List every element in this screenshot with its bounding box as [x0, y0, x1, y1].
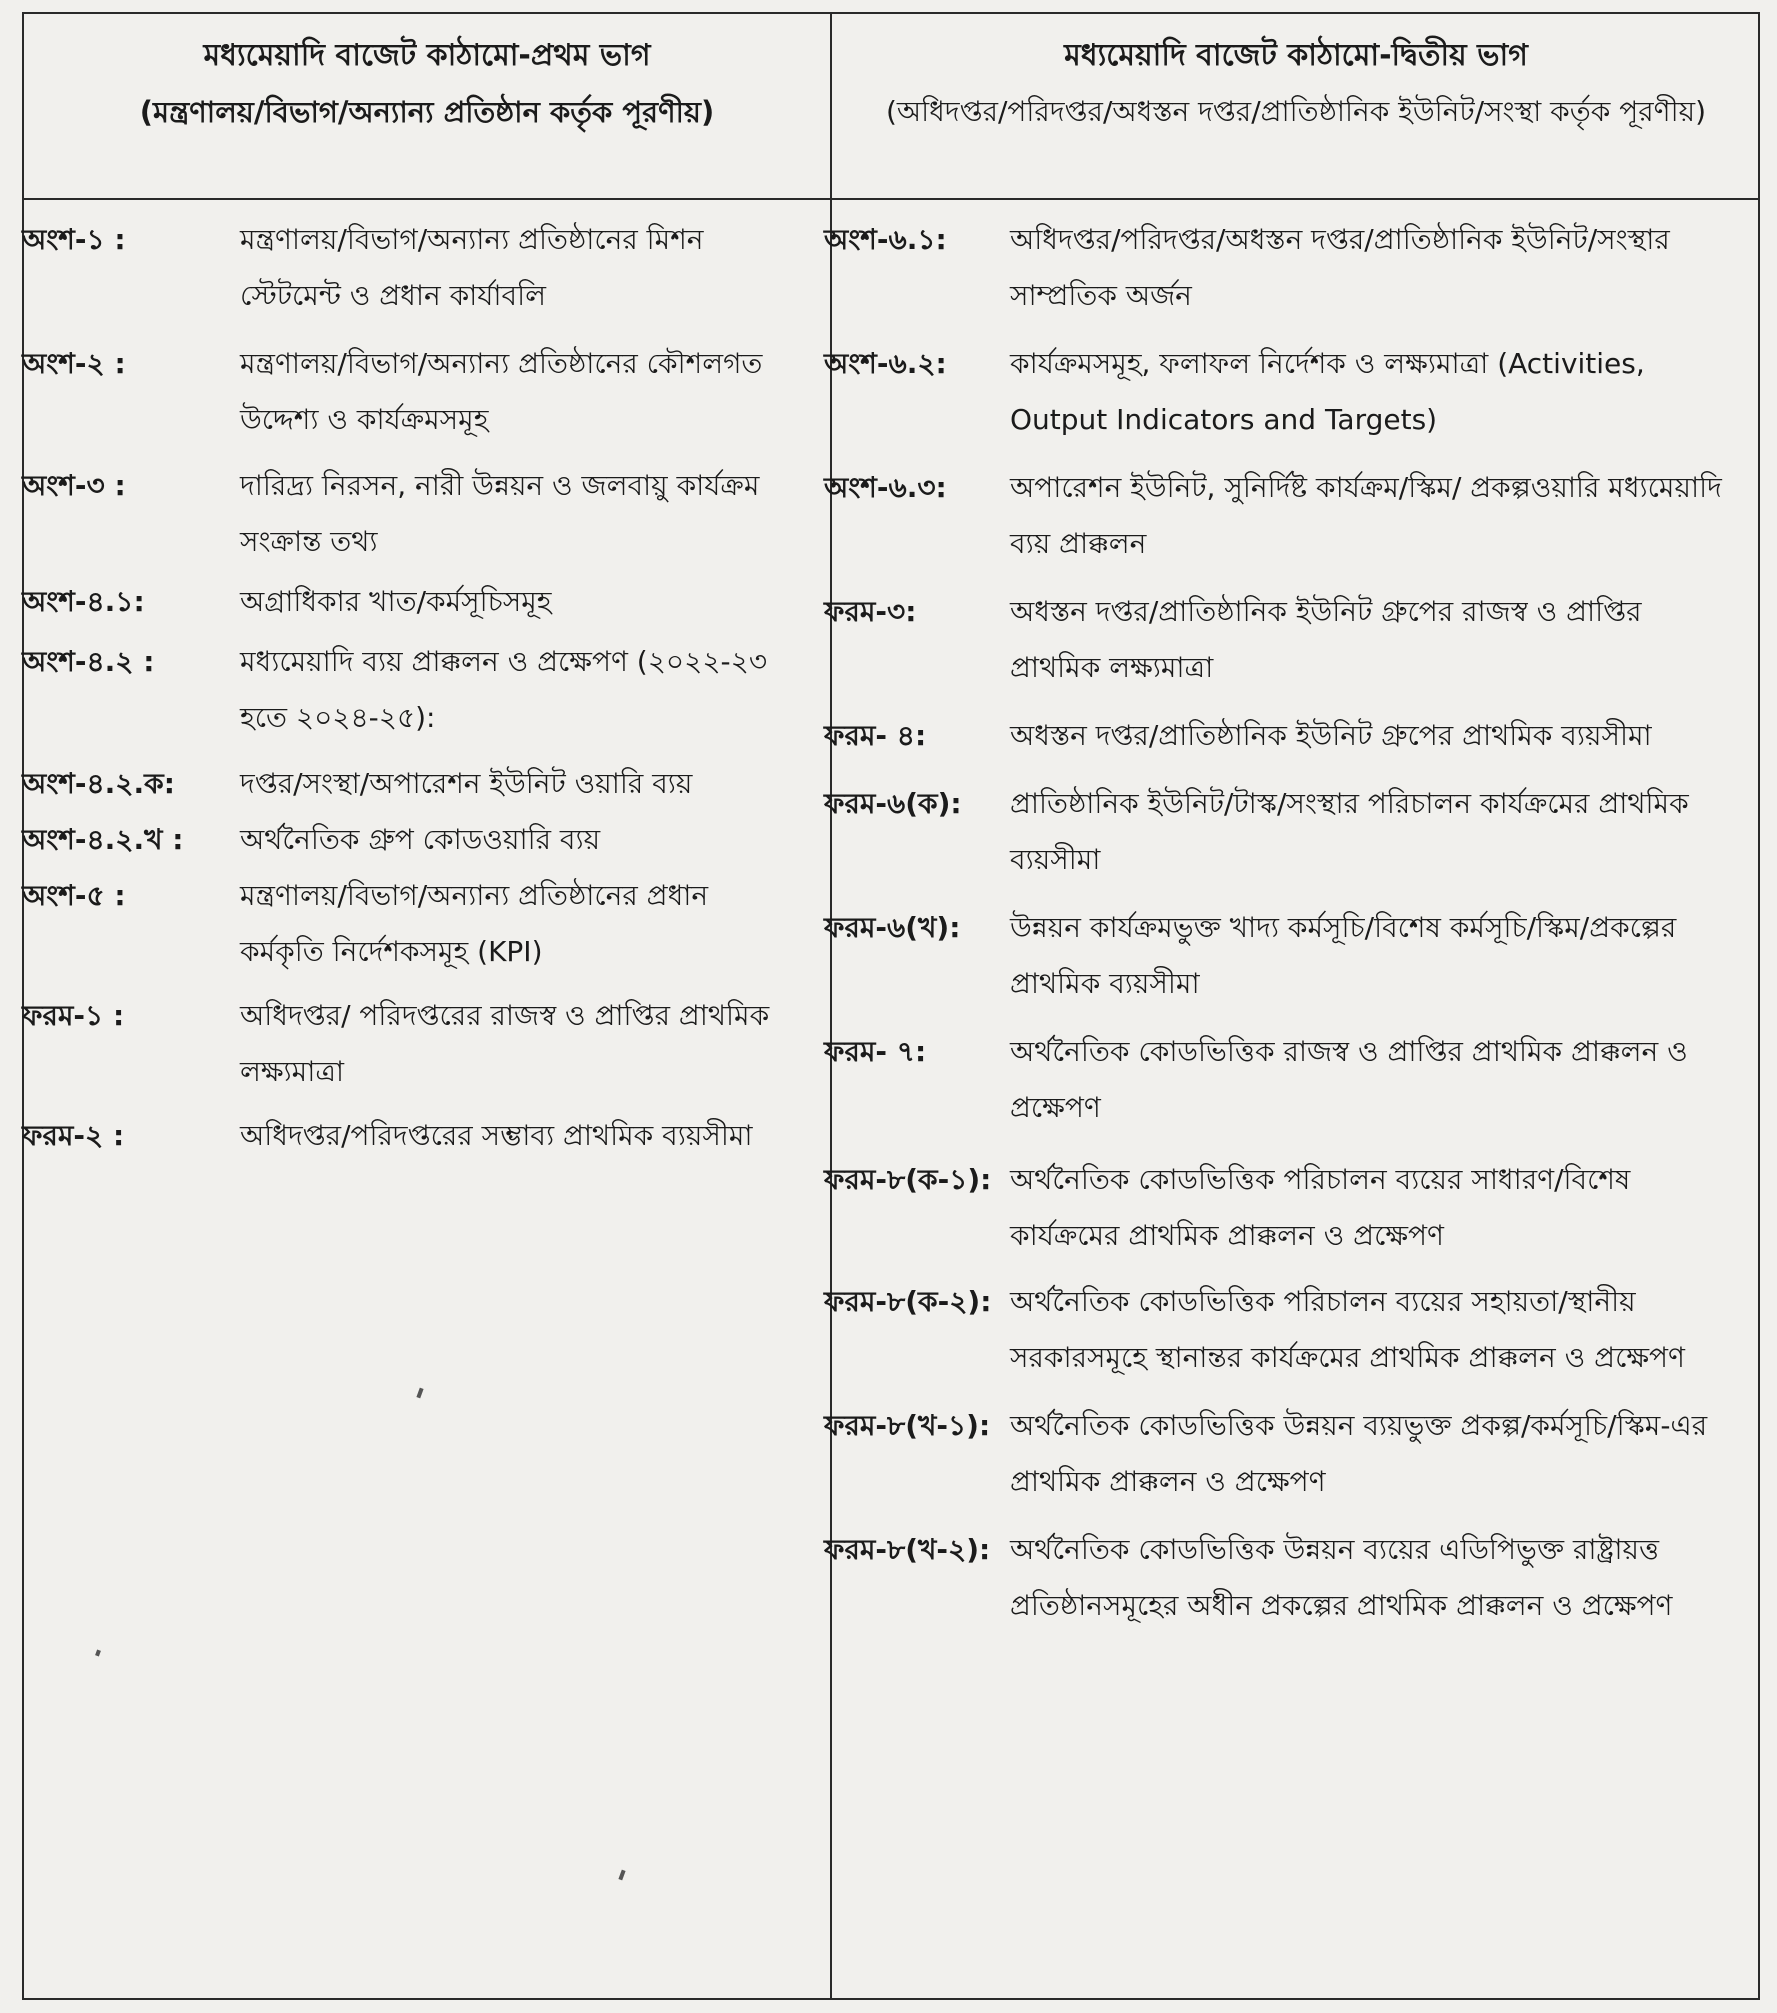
- item-text: উন্নয়ন কার্যক্রমভুক্ত খাদ্য কর্মসূচি/বিশেষ কর্মসূচি/স্কিম/প্রকল্পের প্রাথমিক ব্যয়সীমা: [1010, 911, 1677, 1000]
- part2-item: [824, 708, 1729, 764]
- item-label: ফরম-২ :: [22, 1119, 125, 1152]
- item-label: অংশ-৫ :: [22, 879, 126, 912]
- part2-item: [824, 1152, 1729, 1264]
- part2-item: [824, 460, 1729, 572]
- item-label: ফরম-৮(ক-২):: [824, 1285, 992, 1318]
- part2-item: [824, 1274, 1729, 1386]
- item-text: অর্থনৈতিক কোডভিত্তিক পরিচালন ব্যয়ের সহায়তা/স্থানীয় সরকারসমূহে স্থানান্তর কার্যক্রমের প্রাথমিক প্রাক্কলন ও প্রক্ষেপণ: [1010, 1285, 1685, 1374]
- item-text: মন্ত্রণালয়/বিভাগ/অন্যান্য প্রতিষ্ঠানের মিশন স্টেটমেন্ট ও প্রধান কার্যাবলি: [240, 223, 704, 312]
- item-text: প্রাতিষ্ঠানিক ইউনিট/টাস্ক/সংস্থার পরিচালন কার্যক্রমের প্রাথমিক ব্যয়সীমা: [1010, 787, 1689, 876]
- item-label: ফরম-৮(ক-১):: [824, 1163, 992, 1196]
- part1-item: [22, 868, 802, 980]
- item-text: কার্যক্রমসমূহ, ফলাফল নির্দেশক ও লক্ষ্যমাত্রা (Activities, Output Indicators and Targets): [1010, 347, 1645, 436]
- part2-subtitle: (অধিদপ্তর/পরিদপ্তর/অধস্তন দপ্তর/প্রাতিষ্ঠানিক ইউনিট/সংস্থা কর্তৃক পূরণীয়): [885, 95, 1706, 128]
- part1-item: [22, 574, 802, 630]
- item-text: অপারেশন ইউনিট, সুনির্দিষ্ট কার্যক্রম/স্কিম/ প্রকল্পওয়ারি মধ্যমেয়াদি ব্যয় প্রাক্কলন: [1010, 471, 1722, 560]
- part2-item: [824, 212, 1729, 324]
- part2-item: [824, 900, 1729, 1012]
- item-text: অর্থনৈতিক কোডভিত্তিক উন্নয়ন ব্যয়ের এডিপিভুক্ত রাষ্ট্রায়ত্ত প্রতিষ্ঠানসমূহের অধীন প্রকল্পের প্রাথমিক প্রাক্কলন ও প্রক্ষেপণ: [1010, 1533, 1673, 1622]
- part1-subtitle: (মন্ত্রণালয়/বিভাগ/অন্যান্য প্রতিষ্ঠান কর্তৃক পূরণীয়): [139, 95, 715, 129]
- item-text: অর্থনৈতিক গ্রুপ কোডওয়ারি ব্যয়: [240, 823, 601, 856]
- item-text: অধিদপ্তর/পরিদপ্তর/অধস্তন দপ্তর/প্রাতিষ্ঠানিক ইউনিট/সংস্থার সাম্প্রতিক অর্জন: [1010, 223, 1670, 312]
- part2-item: [824, 584, 1729, 696]
- item-text: অধস্তন দপ্তর/প্রাতিষ্ঠানিক ইউনিট গ্রুপের রাজস্ব ও প্রাপ্তির প্রাথমিক লক্ষ্যমাত্রা: [1010, 595, 1642, 684]
- item-label: অংশ-৪.২.খ :: [22, 823, 184, 856]
- item-text: মধ্যমেয়াদি ব্যয় প্রাক্কলন ও প্রক্ষেপণ (২০২২-২৩ হতে ২০২৪-২৫):: [240, 645, 768, 734]
- item-text: অধিদপ্তর/পরিদপ্তরের সম্ভাব্য প্রাথমিক ব্যয়সীমা: [240, 1119, 753, 1152]
- part2-item: [824, 1398, 1729, 1510]
- item-label: ফরম- ৪:: [824, 719, 927, 752]
- item-text: অধস্তন দপ্তর/প্রাতিষ্ঠানিক ইউনিট গ্রুপের প্রাথমিক ব্যয়সীমা: [1010, 719, 1652, 752]
- part1-item: [22, 988, 802, 1100]
- part2-item: [824, 336, 1729, 448]
- item-label: ফরম-৮(খ-২):: [824, 1533, 991, 1566]
- part1-item: [22, 634, 802, 746]
- item-text: মন্ত্রণালয়/বিভাগ/অন্যান্য প্রতিষ্ঠানের কৌশলগত উদ্দেশ্য ও কার্যক্রমসমূহ: [240, 347, 763, 436]
- item-label: ফরম-১ :: [22, 999, 125, 1032]
- item-label: অংশ-২ :: [22, 347, 126, 380]
- part2-list: [824, 190, 1729, 1634]
- item-label: অংশ-৪.২ :: [22, 645, 155, 678]
- item-label: অংশ-৪.১:: [22, 585, 145, 618]
- item-text: দারিদ্র্য নিরসন, নারী উন্নয়ন ও জলবায়ু কার্যক্রম সংক্রান্ত তথ্য: [240, 469, 760, 558]
- item-text: অর্থনৈতিক কোডভিত্তিক পরিচালন ব্যয়ের সাধারণ/বিশেষ কার্যক্রমের প্রাথমিক প্রাক্কলন ও প্রক্ষেপণ: [1010, 1163, 1631, 1252]
- item-text: অধিদপ্তর/ পরিদপ্তরের রাজস্ব ও প্রাপ্তির প্রাথমিক লক্ষ্যমাত্রা: [240, 999, 770, 1088]
- item-text: অগ্রাধিকার খাত/কর্মসূচিসমূহ: [240, 585, 552, 618]
- part2-header: [832, 14, 1760, 198]
- item-label: ফরম-৮(খ-১):: [824, 1409, 991, 1442]
- item-label: ফরম-৩:: [824, 595, 917, 628]
- part1-item: [22, 458, 802, 570]
- item-label: ফরম-৬(ক):: [824, 787, 962, 820]
- part1-title: মধ্যমেয়াদি বাজেট কাঠামো-প্রথম ভাগ: [203, 38, 651, 73]
- part2-item: [824, 1522, 1729, 1634]
- part1-header: [24, 14, 830, 198]
- item-label: অংশ-৬.২:: [824, 347, 947, 380]
- item-text: অর্থনৈতিক কোডভিত্তিক রাজস্ব ও প্রাপ্তির প্রাথমিক প্রাক্কলন ও প্রক্ষেপণ: [1010, 1035, 1688, 1124]
- item-label: অংশ-৬.১:: [824, 223, 947, 256]
- item-text: মন্ত্রণালয়/বিভাগ/অন্যান্য প্রতিষ্ঠানের প্রধান কর্মকৃতি নির্দেশকসমূহ (KPI): [240, 879, 709, 968]
- part2-title: মধ্যমেয়াদি বাজেট কাঠামো-দ্বিতীয় ভাগ: [1064, 38, 1528, 73]
- item-label: অংশ-৩ :: [22, 469, 126, 502]
- item-text: অর্থনৈতিক কোডভিত্তিক উন্নয়ন ব্যয়ভুক্ত প্রকল্প/কর্মসূচি/স্কিম-এর প্রাথমিক প্রাক্কলন ও প্রক্ষেপণ: [1010, 1409, 1708, 1498]
- part1-item: [22, 756, 802, 812]
- item-label: ফরম-৬(খ):: [824, 911, 961, 944]
- part2-item: [824, 1024, 1729, 1136]
- part1-item: [22, 812, 802, 868]
- item-text: দপ্তর/সংস্থা/অপারেশন ইউনিট ওয়ারি ব্যয়: [240, 767, 693, 800]
- part1-list: [22, 190, 802, 1164]
- part1-item: [22, 1108, 802, 1164]
- item-label: অংশ-৪.২.ক:: [22, 767, 175, 800]
- item-label: অংশ-১ :: [22, 223, 126, 256]
- part2-item: [824, 776, 1729, 888]
- part1-item: [22, 212, 802, 324]
- item-label: ফরম- ৭:: [824, 1035, 927, 1068]
- item-label: অংশ-৬.৩:: [824, 471, 947, 504]
- part1-item: [22, 336, 802, 448]
